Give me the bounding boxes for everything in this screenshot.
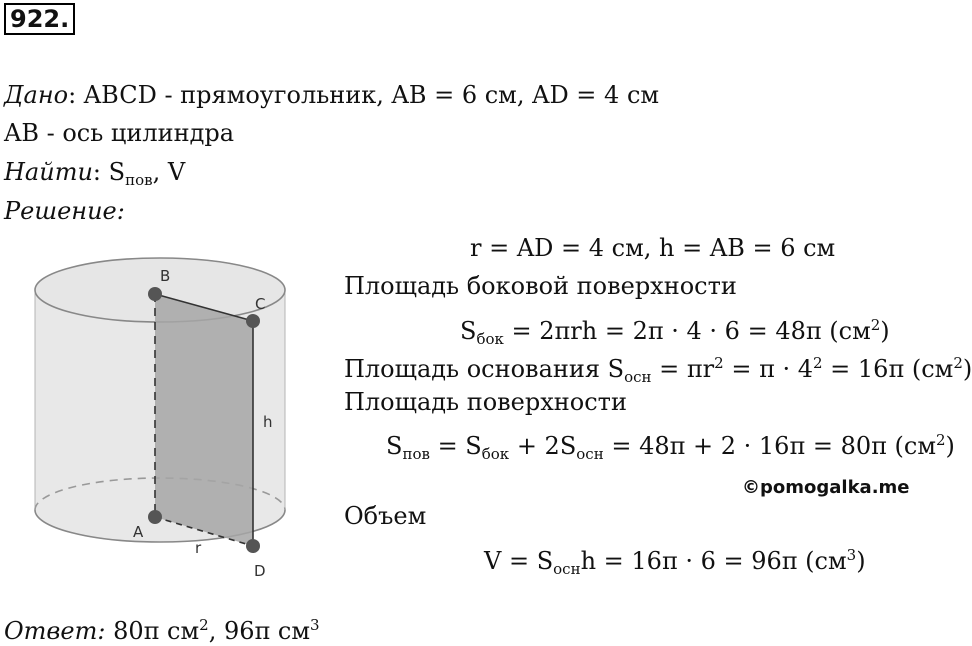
- base-s-sub: осн: [624, 368, 652, 386]
- point-d: [246, 539, 260, 553]
- surface-mid1: = S: [429, 432, 482, 460]
- surface-s1: S: [386, 432, 403, 460]
- answer-value1: 80π см: [105, 617, 200, 645]
- volume-end: ): [856, 547, 866, 575]
- volume-title: Объем: [344, 502, 427, 530]
- surface-sup: 2: [936, 431, 946, 449]
- lateral-s: S: [460, 317, 477, 345]
- base-s: S: [607, 355, 625, 383]
- label-a: A: [133, 523, 144, 541]
- label-b: B: [160, 267, 171, 285]
- base-rhs2: = π · 4: [723, 355, 813, 383]
- lateral-rhs: = 2πrh = 2π · 4 · 6 = 48π (см: [503, 317, 871, 345]
- point-b: [148, 287, 162, 301]
- r-h-line: r = AD = 4 см, h = AB = 6 см: [470, 234, 836, 262]
- find-line: [4, 157, 185, 195]
- lateral-title: Площадь боковой поверхности: [344, 272, 737, 300]
- volume-sup: 3: [846, 546, 857, 564]
- base-end: ): [962, 355, 972, 383]
- base-sup3: 2: [953, 354, 963, 372]
- lateral-sup: 2: [870, 316, 881, 334]
- find-rest: , V: [152, 158, 186, 186]
- label-d: D: [254, 562, 266, 580]
- watermark: ©pomogalka.me: [742, 477, 910, 498]
- label-h: h: [263, 413, 273, 431]
- given-line-2: AB - ось цилиндра: [4, 119, 235, 147]
- answer-line: [4, 610, 320, 646]
- base-sup2: 2: [813, 354, 823, 372]
- lateral-end: ): [880, 317, 890, 345]
- given-text: : ABCD - прямоугольник, AB = 6 см, AD = 4 см: [68, 81, 660, 109]
- surface-sub2: бок: [481, 445, 510, 463]
- base-rhs1: = πr: [651, 355, 715, 383]
- surface-sub3: осн: [576, 445, 604, 463]
- base-sup1: 2: [714, 354, 724, 372]
- find-s: : S: [92, 158, 126, 186]
- volume-formula: [484, 540, 866, 584]
- cylinder-figure: [25, 240, 295, 590]
- surface-end: ): [945, 432, 955, 460]
- find-label: Найти: [4, 158, 93, 186]
- surface-formula: [386, 425, 955, 469]
- answer-sup2: 3: [310, 616, 320, 634]
- surface-title: Площадь поверхности: [344, 388, 627, 416]
- base-title: Площадь основания: [344, 355, 608, 383]
- surface-rhs: = 48π + 2 · 16π = 80π (см: [603, 432, 936, 460]
- volume-rhs: h = 16π · 6 = 96π (см: [580, 547, 847, 575]
- base-line: [344, 348, 972, 392]
- given-line-1: [4, 80, 659, 110]
- label-c: C: [255, 295, 266, 313]
- label-r: r: [195, 539, 202, 557]
- surface-sub1: пов: [402, 445, 430, 463]
- answer-sep: , 96π см: [208, 617, 310, 645]
- solution-label: Решение:: [4, 197, 125, 225]
- given-label: Дано: [4, 81, 69, 109]
- find-s-sub: пов: [125, 171, 153, 189]
- volume-sub: осн: [553, 560, 581, 578]
- lateral-s-sub: бок: [476, 330, 504, 348]
- base-rhs3: = 16π (см: [822, 355, 954, 383]
- point-a: [148, 510, 162, 524]
- answer-sup1: 2: [199, 616, 209, 634]
- volume-lhs: V = S: [484, 547, 554, 575]
- surface-mid2: + 2S: [509, 432, 577, 460]
- problem-number: 922.: [4, 3, 75, 35]
- point-c: [246, 314, 260, 328]
- rectangle-abcd: [155, 294, 253, 546]
- answer-label: Ответ:: [4, 617, 106, 645]
